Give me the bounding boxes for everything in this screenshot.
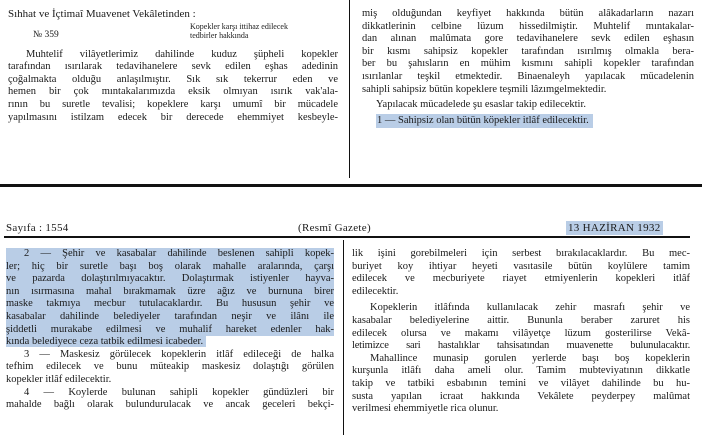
paragraph-line: kasabalar belediyelerine aittir. Bununla beraber zaruret his	[352, 314, 690, 326]
paragraph-line: hemen bir çok mıntakalarımızda eksik olmıyan ısırık vak'ala-	[8, 86, 338, 98]
paragraph-line: letimizce sari hastalıklar tahsisatından muavenette bulunulacaktır.	[352, 340, 690, 352]
gazette-title-bar	[0, 221, 694, 235]
paragraph-line: rının bu suretle tevalisi; kopeklere karşı umumî bir mücadele	[8, 98, 338, 110]
paragraph-line: tarafından ısırılarak tedavihanelere sevk edilen eşhas adedinin	[8, 61, 338, 73]
paragraph-line: edilecek olursa ve makamı vilâyetçe lüzum gosterilirse Vekâ-	[352, 327, 690, 339]
paragraph-line: çoğalmakta olduğu anlaşılmıştır. Sık sık tekerrur eden ve	[8, 73, 338, 85]
clipping-separator	[0, 184, 702, 187]
paragraph-line: dan alınan malûmata gore tedavihanelere sevk edilen eşhasın	[362, 33, 694, 45]
decree-subject-line-1: Kopekler karşı ittihaz edilecek	[190, 21, 288, 31]
paragraph-line: sahipli sahipsiz bütün kopeklere teşmili lâzımgelmektedir.	[362, 83, 607, 95]
paragraph-line: lik işini gorebilmeleri için serbest bırakılacaklardır. Bu mec-	[352, 248, 690, 259]
column-divider-bottom	[343, 240, 344, 435]
top-left-column	[8, 8, 338, 124]
paragraph-line-highlighted: maske takmıya mecbur tutulacaklardır. Bu hususun şehir ve	[6, 298, 334, 310]
paragraph-line: miş olduğundan keyfiyet hakkında bütün alâkadarların nazarı	[362, 8, 694, 19]
top-right-column	[362, 8, 694, 128]
paragraph-line: kurşunla itlâfı daha ameli olur. Tamim mubteviyatının dikkatle	[352, 365, 690, 377]
paragraph-line-highlighted: nın ısırmasına mahal bırakmamak üzre ağız ve burnuna birer	[6, 285, 334, 297]
paragraph-line: edilecek ve mecburiyete riayet etmiyenlerin kopekleri itlâf	[352, 273, 690, 285]
paragraph-line-highlighted: ve pazarda dolaştırılmıyacaktır. Dolaştırmak istiyenler hayva-	[6, 273, 334, 285]
paragraph-line-highlighted: 2 — Şehir ve kasabalar dahilinde beslenen sahipli kopek-	[6, 248, 334, 261]
paragraph-line: 3 — Maskesiz görülecek kopeklerin itlâf edileceği de halka	[24, 348, 334, 360]
title-bar-rule	[4, 236, 690, 238]
paragraph-line-highlighted: şiddetli murakabe edilmesi ve muhalif hareket edenler hak-	[6, 323, 334, 335]
paragraph-line: bir kısmı sahipsiz kopekler tarafından ısırılmış olmakla bera-	[362, 45, 694, 57]
paragraph-line: kopekler itlâf edilecektir.	[6, 373, 112, 385]
column-divider-top	[349, 0, 350, 178]
decree-number: № 359	[33, 29, 59, 40]
article-1-highlighted: 1 — Sahipsiz olan bütün köpekler itlâf edilecektir.	[376, 114, 593, 129]
paragraph-line: ber bu şahısların en mühim kısmını sahipli kopekler tarafından	[362, 58, 694, 70]
paragraph-line: tefhim edilecek ve bunu müteakip maskesiz dolaştığı görülen	[6, 361, 334, 373]
gazette-date: 13 HAZİRAN 1932	[568, 222, 661, 234]
paragraph-line: Kopeklerin itlâfında kullanılacak zehir masrafı şehir ve	[370, 302, 690, 314]
paragraph-line-highlighted: ler; hiç bir suretle başı boş olarak mahalle aralarında, çarşı	[6, 260, 334, 272]
paragraph-line: 4 — Koylerde bulunan sahipli kopekler gündüzleri bir	[24, 386, 334, 398]
paragraph-line: Mahallince munasip gorulen yerlerde başı boş kopeklerin	[370, 352, 690, 364]
paragraph-line: takip ve tatbiki esbabının temini ve vilâyet dahilinde bu hu-	[352, 377, 690, 389]
bottom-left-column	[6, 248, 334, 412]
paragraph-line: susta yapılan icraat hakkında Vekâlete peyderpey malûmat	[352, 390, 690, 402]
bottom-right-column	[352, 248, 690, 416]
gazette-name: (Resmî Gazete)	[298, 222, 371, 234]
paragraph-line: mahalde bağlı olarak bulundurulacak ve ancak geceleri bekçi-	[6, 399, 334, 411]
decree-subject-line-2: tedbirler hakkında	[190, 30, 249, 40]
page-number: Sayıfa : 1554	[6, 222, 69, 234]
paragraph-line: yapılmasını istilzam edecek bir derecede ehemmiyet kesbeyle-	[8, 111, 338, 123]
paragraph-line: Muhtelif vilâyetlerimiz dahilinde kuduz şüpheli kopekler	[26, 48, 338, 60]
ministry-heading: Sıhhat ve İçtimaî Muavenet Vekâletinden :	[8, 8, 196, 20]
paragraph-line-highlighted: kasabalar dahilinde belediyeler tarafından neşir ve ilânı ile	[6, 310, 334, 322]
rules-intro: Yapılacak mücadelede şu esaslar takip edilecektir.	[376, 99, 587, 111]
decree-header	[8, 21, 338, 47]
paragraph-line: edilecektir.	[352, 285, 399, 297]
paragraph-line: ısırılanlar teşkil etmektedir. Binaenaleyh yapılacak mücadelenin	[362, 70, 694, 82]
paragraph-line: verilmesi ehemmiyetle rica olunur.	[352, 403, 499, 415]
paragraph-line: buriyet koy ihtiyar heyeti vasıtasile bütün koylülere tamim	[352, 260, 690, 272]
paragraph-line-highlighted: kında belediyece ceza tatbik edilmesi icabeder.	[6, 336, 206, 347]
paragraph-line: dikkatlerinin celbine lüzum hissedilmiştir. Muhtelif mıntakalar-	[362, 20, 694, 32]
